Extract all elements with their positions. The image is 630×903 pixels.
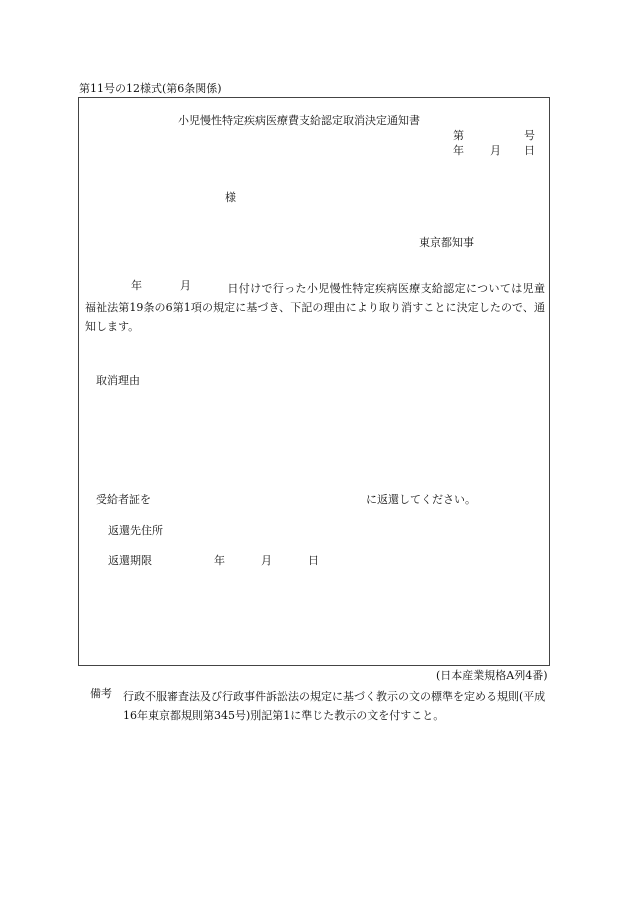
document-title: 小児慢性特定疾病医療費支給認定取消決定通知書: [178, 114, 420, 127]
doc-number-prefix: 第: [453, 129, 464, 142]
date-day: 日: [524, 144, 535, 157]
sender-name: 東京都知事: [419, 236, 474, 249]
paper-size-note: (日本産業規格A列4番): [436, 669, 548, 682]
return-request-text: に返還してください。: [366, 493, 476, 506]
reason-label: 取消理由: [96, 374, 140, 387]
recipient-honorific: 様: [225, 191, 236, 204]
deadline-year: 年: [214, 554, 225, 567]
date-month: 月: [490, 144, 501, 157]
body-text: 日付けで行った小児慢性特定疾病医療支給認定については児童福祉法第19条の6第1項の規定に基づき、下記の理由により取り消すことに決定したので、通知します。: [85, 282, 545, 333]
return-deadline-label: 返還期限: [108, 554, 152, 567]
date-year: 年: [453, 144, 464, 157]
note-label: 備考: [90, 687, 112, 700]
deadline-day: 日: [308, 554, 319, 567]
note-text: 行政不服審査法及び行政事件訴訟法の規定に基づく教示の文の標準を定める規則(平成16年東京都規則第345号)別記第1に準じた教示の文を付すこと。: [123, 690, 546, 722]
form-number: 第11号の12様式(第6条関係): [79, 82, 222, 95]
body-month: 月: [180, 279, 191, 292]
body-year: 年: [131, 279, 142, 292]
doc-number-suffix: 号: [524, 129, 535, 142]
certificate-label: 受給者証を: [96, 493, 151, 506]
return-address-label: 返還先住所: [108, 524, 163, 537]
form-frame: [78, 97, 550, 666]
deadline-month: 月: [261, 554, 272, 567]
